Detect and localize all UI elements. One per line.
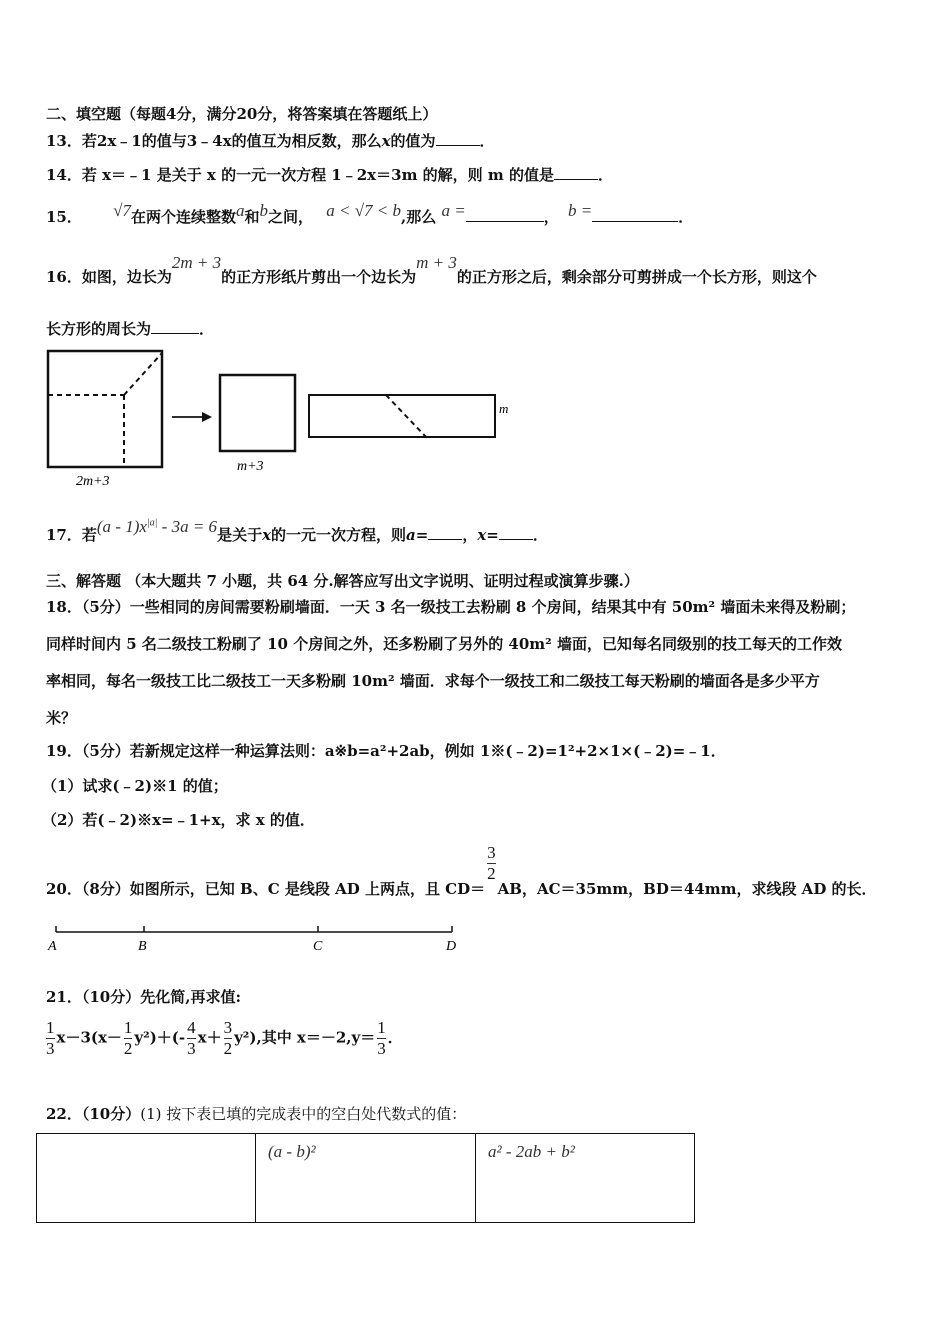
q15-b-equals: b =: [567, 201, 593, 220]
q15-sqrt7: √7: [113, 201, 131, 220]
q21-frac-2: [124, 1018, 133, 1059]
q14-number: 14．: [46, 166, 82, 184]
q15-a-blank: [466, 221, 544, 222]
question-16: [46, 253, 817, 287]
question-18-line-3: 率相同，每名一级技工比二级技工一天多粉刷 10m² 墙面．求每个一级技工和二级技工每天粉刷的墙面各是多少平方: [46, 672, 820, 690]
small-square: [220, 375, 295, 451]
question-19-part-2: （2）若(﹣2)※x=﹣1+x，求 x 的值．: [42, 811, 315, 829]
question-20: [46, 843, 877, 898]
rectangle: [309, 395, 495, 437]
q16-text-1: 如图，边长为: [81, 268, 172, 286]
q15-text-2: 之间，: [267, 208, 313, 226]
q20-text-2: AB，AC＝35mm，BD＝44mm，求线段 AD 的长．: [497, 879, 877, 898]
q13-number: 13．: [46, 132, 82, 150]
q15-text-and: 和: [244, 208, 260, 226]
question-18-line-2: 同样时间内 5 名二级技工粉刷了 10 个房间之外，还多粉刷了另外的 40m² 墙面，已知每名同级别的技工每天的工作效: [46, 635, 842, 653]
q13-expr-1: 2x﹣1: [96, 132, 142, 150]
q17-a-equals: a=: [406, 526, 429, 544]
table-cell-a-minus-b-squared: (a - b)²: [256, 1134, 476, 1223]
q16-expr-m3: m + 3: [416, 253, 457, 272]
q13-expr-2: 3﹣4x: [186, 132, 232, 150]
q14-end: ．: [597, 166, 613, 184]
q21-frac-2-num: 1: [123, 1018, 133, 1037]
q21-frac-1-num: 1: [46, 1018, 55, 1037]
q16-figure: [40, 345, 530, 493]
q22-text: (1) 按下表已填的完成表中的空白处代数式的值：: [140, 1105, 467, 1123]
q16-text-3: 的正方形之后，剩余部分可剪拼成一个长方形，则这个: [456, 268, 817, 286]
q20-frac-numerator: 3: [487, 843, 496, 862]
table-cell-empty: [37, 1134, 256, 1223]
q15-var-b: b: [259, 201, 268, 220]
point-b-label: B: [138, 939, 147, 954]
big-square: [48, 351, 162, 467]
q13-end: ．: [479, 132, 495, 150]
question-16-line-2: [46, 318, 214, 339]
q21-frac-2-den: 2: [123, 1039, 133, 1058]
q21-term-4: y²),其中 x＝－2,y＝: [234, 1028, 376, 1047]
label-m3: m+3: [237, 459, 264, 474]
question-14: [46, 164, 613, 185]
question-21-title: 21．（10分）先化简,再求值:: [46, 988, 242, 1006]
q15-inequality: a < √7 < b: [326, 201, 402, 220]
q17-variable: x: [262, 526, 272, 544]
question-18-line-4: 米？: [46, 709, 77, 727]
q21-frac-4-num: 3: [223, 1018, 233, 1037]
q17-x-equals: x=: [477, 526, 499, 544]
q21-term-3: x＋: [197, 1028, 222, 1047]
q20-frac-denominator: 2: [487, 864, 496, 883]
q17-eq-exponent: |a|: [146, 517, 158, 529]
question-21-expression: [44, 1018, 403, 1059]
q15-comma: ，: [543, 208, 559, 226]
section-3-heading: 三、解答题 （本大题共 7 小题，共 64 分.解答应写出文字说明、证明过程或演算步骤.）: [46, 572, 639, 590]
q16-end: ．: [199, 320, 215, 338]
question-13: [46, 130, 495, 151]
rectangle-seam: [386, 395, 426, 437]
q13-text-4: 的值为: [390, 132, 436, 150]
q21-frac-4-den: 2: [223, 1039, 233, 1058]
question-18-line-1: 18．（5分）一些相同的房间需要粉刷墙面．一天 3 名一级技工去粉刷 8 个房间，结果其中有 50m² 墙面未来得及粉刷；: [46, 598, 856, 616]
q13-answer-blank: [436, 145, 480, 146]
q17-eq-base: (a - 1)x: [96, 517, 147, 536]
q17-end: ．: [532, 526, 548, 544]
question-19-part-1: （1）试求(﹣2)※1 的值；: [42, 777, 228, 795]
q15-text-1: 在两个连续整数: [130, 208, 236, 226]
q17-text-1: 若: [81, 526, 97, 544]
q17-x-blank: [499, 539, 533, 540]
q16-number: 16．: [46, 268, 82, 286]
q14-text: 若 x＝﹣1 是关于 x 的一元一次方程 1﹣2x＝3m 的解，则 m 的值是: [81, 166, 554, 184]
question-19-line-1: 19．（5分）若新规定这样一种运算法则：a※b=a²+2ab，例如 1※(﹣2)=1²+2×1×(﹣2)=﹣1．: [46, 742, 726, 760]
q21-frac-3: [187, 1018, 196, 1059]
q16-text-2: 的正方形纸片剪出一个边长为: [221, 268, 417, 286]
q21-term-1: x－3(x－: [56, 1028, 122, 1047]
point-d-label: D: [446, 939, 457, 954]
q22-table: [36, 1133, 695, 1223]
q21-frac-5: [377, 1018, 386, 1059]
q15-text-3: ,那么: [401, 208, 437, 226]
q15-number: 15．: [46, 208, 82, 226]
q16-line2-text: 长方形的周长为: [46, 320, 152, 338]
q16-expr-2m3: 2m + 3: [171, 253, 222, 272]
q15-b-blank: [592, 221, 678, 222]
q22-number: 22．（10分）: [46, 1105, 141, 1123]
q17-a-blank: [428, 539, 462, 540]
q16-answer-blank: [151, 333, 199, 334]
point-a-label: A: [48, 939, 57, 954]
q15-end: ．: [678, 208, 694, 226]
question-17: [46, 517, 548, 545]
q21-frac-1-den: 3: [46, 1039, 55, 1058]
q21-frac-1: [46, 1018, 55, 1059]
q20-fraction: [487, 843, 496, 884]
q17-comma: ，: [462, 526, 478, 544]
q21-end: ．: [387, 1028, 403, 1047]
q17-text-3: 的一元一次方程，则: [271, 526, 407, 544]
q13-variable: x: [381, 132, 391, 150]
question-22: [46, 1103, 466, 1124]
q17-equation: [97, 517, 217, 536]
q20-text-1: 20．（8分）如图所示，已知 B、C 是线段 AD 上两点，且 CD＝: [46, 879, 486, 898]
q15-a-equals: a =: [441, 201, 466, 220]
q21-frac-3-num: 4: [187, 1018, 196, 1037]
q21-frac-5-den: 3: [377, 1039, 386, 1058]
q20-segment-figure: [40, 920, 470, 960]
cut-line-diagonal: [124, 353, 162, 395]
q13-text-3: 的值互为相反数，那么: [231, 132, 382, 150]
q14-answer-blank: [554, 179, 598, 180]
question-15: [46, 201, 694, 227]
arrow-icon: [202, 412, 212, 422]
table-row: [37, 1134, 695, 1223]
q13-text-2: 的值与: [141, 132, 187, 150]
q17-text-2: 是关于: [217, 526, 263, 544]
q15-var-a: a: [235, 201, 245, 220]
q17-number: 17．: [46, 526, 82, 544]
q13-text-1: 若: [81, 132, 97, 150]
table-cell-expanded: a² - 2ab + b²: [476, 1134, 695, 1223]
q17-eq-rest: - 3a = 6: [157, 517, 218, 536]
label-m: m: [499, 401, 509, 416]
section-2-heading: 二、填空题（每题4分，满分20分，将答案填在答题纸上）: [46, 105, 438, 123]
q21-frac-5-num: 1: [377, 1018, 386, 1037]
label-2m3: 2m+3: [76, 474, 110, 489]
q21-term-2: y²)＋(-: [134, 1028, 186, 1047]
q21-frac-4: [224, 1018, 233, 1059]
point-c-label: C: [313, 939, 323, 954]
q21-frac-3-den: 3: [187, 1039, 196, 1058]
